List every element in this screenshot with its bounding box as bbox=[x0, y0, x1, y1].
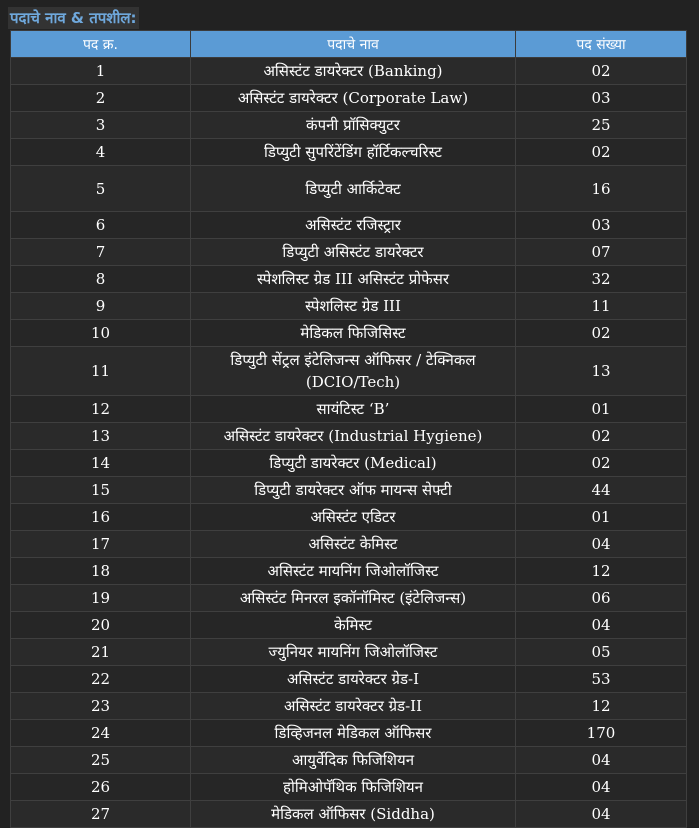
table-row bbox=[11, 612, 687, 639]
post-number-cell: 24 bbox=[11, 720, 191, 747]
table-row bbox=[11, 58, 687, 85]
post-number-cell: 25 bbox=[11, 747, 191, 774]
post-name-cell: असिस्टंट मायनिंग जिओलॉजिस्ट bbox=[191, 558, 516, 585]
post-number-cell: 18 bbox=[11, 558, 191, 585]
post-name-cell: डिप्युटी डायरेक्टर (Medical) bbox=[191, 450, 516, 477]
header-post-count: पद संख्या bbox=[516, 31, 687, 58]
post-name-cell: असिस्टंट एडिटर bbox=[191, 504, 516, 531]
post-name-cell: असिस्टंट केमिस्ट bbox=[191, 531, 516, 558]
post-name-cell: होमिओपॅथिक फिजिशियन bbox=[191, 774, 516, 801]
post-count-cell: 01 bbox=[516, 396, 687, 423]
section-heading: पदाचे नाव & तपशील: bbox=[10, 9, 137, 27]
post-count-cell: 25 bbox=[516, 112, 687, 139]
posts-table bbox=[10, 30, 687, 828]
post-name-cell: सायंटिस्ट ‘B’ bbox=[191, 396, 516, 423]
post-number-cell: 1 bbox=[11, 58, 191, 85]
table-row bbox=[11, 239, 687, 266]
post-number-cell: 2 bbox=[11, 85, 191, 112]
post-count-cell: 02 bbox=[516, 320, 687, 347]
post-count-cell: 12 bbox=[516, 693, 687, 720]
post-count-cell: 02 bbox=[516, 450, 687, 477]
post-count-cell: 44 bbox=[516, 477, 687, 504]
post-count-cell: 04 bbox=[516, 801, 687, 828]
table-row bbox=[11, 266, 687, 293]
post-name-cell: डिव्हिजनल मेडिकल ऑफिसर bbox=[191, 720, 516, 747]
post-number-cell: 16 bbox=[11, 504, 191, 531]
post-count-cell: 05 bbox=[516, 639, 687, 666]
table-header-row bbox=[11, 31, 687, 58]
post-name-cell: आयुर्वेदिक फिजिशियन bbox=[191, 747, 516, 774]
post-number-cell: 12 bbox=[11, 396, 191, 423]
post-number-cell: 14 bbox=[11, 450, 191, 477]
post-name-cell: केमिस्ट bbox=[191, 612, 516, 639]
table-row bbox=[11, 693, 687, 720]
post-number-cell: 21 bbox=[11, 639, 191, 666]
table-row bbox=[11, 293, 687, 320]
table-row bbox=[11, 585, 687, 612]
post-count-cell: 13 bbox=[516, 347, 687, 396]
table-row bbox=[11, 774, 687, 801]
post-number-cell: 23 bbox=[11, 693, 191, 720]
post-name-cell: डिप्युटी डायरेक्टर ऑफ मायन्स सेफ्टी bbox=[191, 477, 516, 504]
post-count-cell: 02 bbox=[516, 423, 687, 450]
table-row bbox=[11, 531, 687, 558]
post-number-cell: 10 bbox=[11, 320, 191, 347]
post-number-cell: 6 bbox=[11, 212, 191, 239]
post-count-cell: 02 bbox=[516, 58, 687, 85]
post-name-cell: असिस्टंट डायरेक्टर (Industrial Hygiene) bbox=[191, 423, 516, 450]
post-name-cell: असिस्टंट डायरेक्टर (Corporate Law) bbox=[191, 85, 516, 112]
table-row bbox=[11, 747, 687, 774]
table-row bbox=[11, 166, 687, 212]
post-count-cell: 01 bbox=[516, 504, 687, 531]
post-count-cell: 06 bbox=[516, 585, 687, 612]
post-name-cell: असिस्टंट डायरेक्टर ग्रेड-I bbox=[191, 666, 516, 693]
post-count-cell: 03 bbox=[516, 85, 687, 112]
header-post-name: पदाचे नाव bbox=[191, 31, 516, 58]
post-name-cell: ज्युनियर मायनिंग जिओलॉजिस्ट bbox=[191, 639, 516, 666]
post-count-cell: 11 bbox=[516, 293, 687, 320]
post-name-cell: डिप्युटी सेंट्रल इंटेलिजन्स ऑफिसर / टेक्निकल (DCIO/Tech) bbox=[191, 347, 516, 396]
post-number-cell: 11 bbox=[11, 347, 191, 396]
post-name-cell: कंपनी प्रॉसिक्युटर bbox=[191, 112, 516, 139]
post-number-cell: 27 bbox=[11, 801, 191, 828]
table-row bbox=[11, 801, 687, 828]
post-number-cell: 22 bbox=[11, 666, 191, 693]
post-number-cell: 20 bbox=[11, 612, 191, 639]
table-row bbox=[11, 423, 687, 450]
table-row bbox=[11, 720, 687, 747]
table-row bbox=[11, 212, 687, 239]
table-row bbox=[11, 347, 687, 396]
post-count-cell: 32 bbox=[516, 266, 687, 293]
post-name-cell: डिप्युटी सुपरिंटेंडिंग हॉर्टिकल्चरिस्ट bbox=[191, 139, 516, 166]
post-name-cell: असिस्टंट मिनरल इकॉनॉमिस्ट (इंटेलिजन्स) bbox=[191, 585, 516, 612]
post-number-cell: 4 bbox=[11, 139, 191, 166]
post-count-cell: 170 bbox=[516, 720, 687, 747]
post-name-cell: मेडिकल ऑफिसर (Siddha) bbox=[191, 801, 516, 828]
post-count-cell: 16 bbox=[516, 166, 687, 212]
post-name-cell: असिस्टंट डायरेक्टर (Banking) bbox=[191, 58, 516, 85]
table-row bbox=[11, 85, 687, 112]
post-count-cell: 03 bbox=[516, 212, 687, 239]
post-number-cell: 9 bbox=[11, 293, 191, 320]
post-name-cell: मेडिकल फिजिसिस्ट bbox=[191, 320, 516, 347]
table-row bbox=[11, 396, 687, 423]
table-row bbox=[11, 139, 687, 166]
table-body bbox=[11, 58, 687, 828]
post-number-cell: 19 bbox=[11, 585, 191, 612]
post-number-cell: 15 bbox=[11, 477, 191, 504]
table-row bbox=[11, 320, 687, 347]
post-name-cell: असिस्टंट रजिस्ट्रार bbox=[191, 212, 516, 239]
post-count-cell: 04 bbox=[516, 531, 687, 558]
post-number-cell: 26 bbox=[11, 774, 191, 801]
post-count-cell: 12 bbox=[516, 558, 687, 585]
post-name-cell: डिप्युटी आर्किटेक्ट bbox=[191, 166, 516, 212]
post-number-cell: 8 bbox=[11, 266, 191, 293]
table-row bbox=[11, 477, 687, 504]
header-post-number: पद क्र. bbox=[11, 31, 191, 58]
table-row bbox=[11, 639, 687, 666]
post-name-cell: डिप्युटी असिस्टंट डायरेक्टर bbox=[191, 239, 516, 266]
post-number-cell: 17 bbox=[11, 531, 191, 558]
post-count-cell: 04 bbox=[516, 774, 687, 801]
post-name-cell: असिस्टंट डायरेक्टर ग्रेड-II bbox=[191, 693, 516, 720]
post-number-cell: 3 bbox=[11, 112, 191, 139]
table-row bbox=[11, 666, 687, 693]
post-count-cell: 02 bbox=[516, 139, 687, 166]
post-number-cell: 13 bbox=[11, 423, 191, 450]
post-name-cell: स्पेशलिस्ट ग्रेड III असिस्टंट प्रोफेसर bbox=[191, 266, 516, 293]
post-number-cell: 5 bbox=[11, 166, 191, 212]
table-row bbox=[11, 112, 687, 139]
post-count-cell: 53 bbox=[516, 666, 687, 693]
post-count-cell: 07 bbox=[516, 239, 687, 266]
table-row bbox=[11, 558, 687, 585]
table-row bbox=[11, 504, 687, 531]
post-name-cell: स्पेशलिस्ट ग्रेड III bbox=[191, 293, 516, 320]
post-count-cell: 04 bbox=[516, 612, 687, 639]
table-row bbox=[11, 450, 687, 477]
post-number-cell: 7 bbox=[11, 239, 191, 266]
post-count-cell: 04 bbox=[516, 747, 687, 774]
